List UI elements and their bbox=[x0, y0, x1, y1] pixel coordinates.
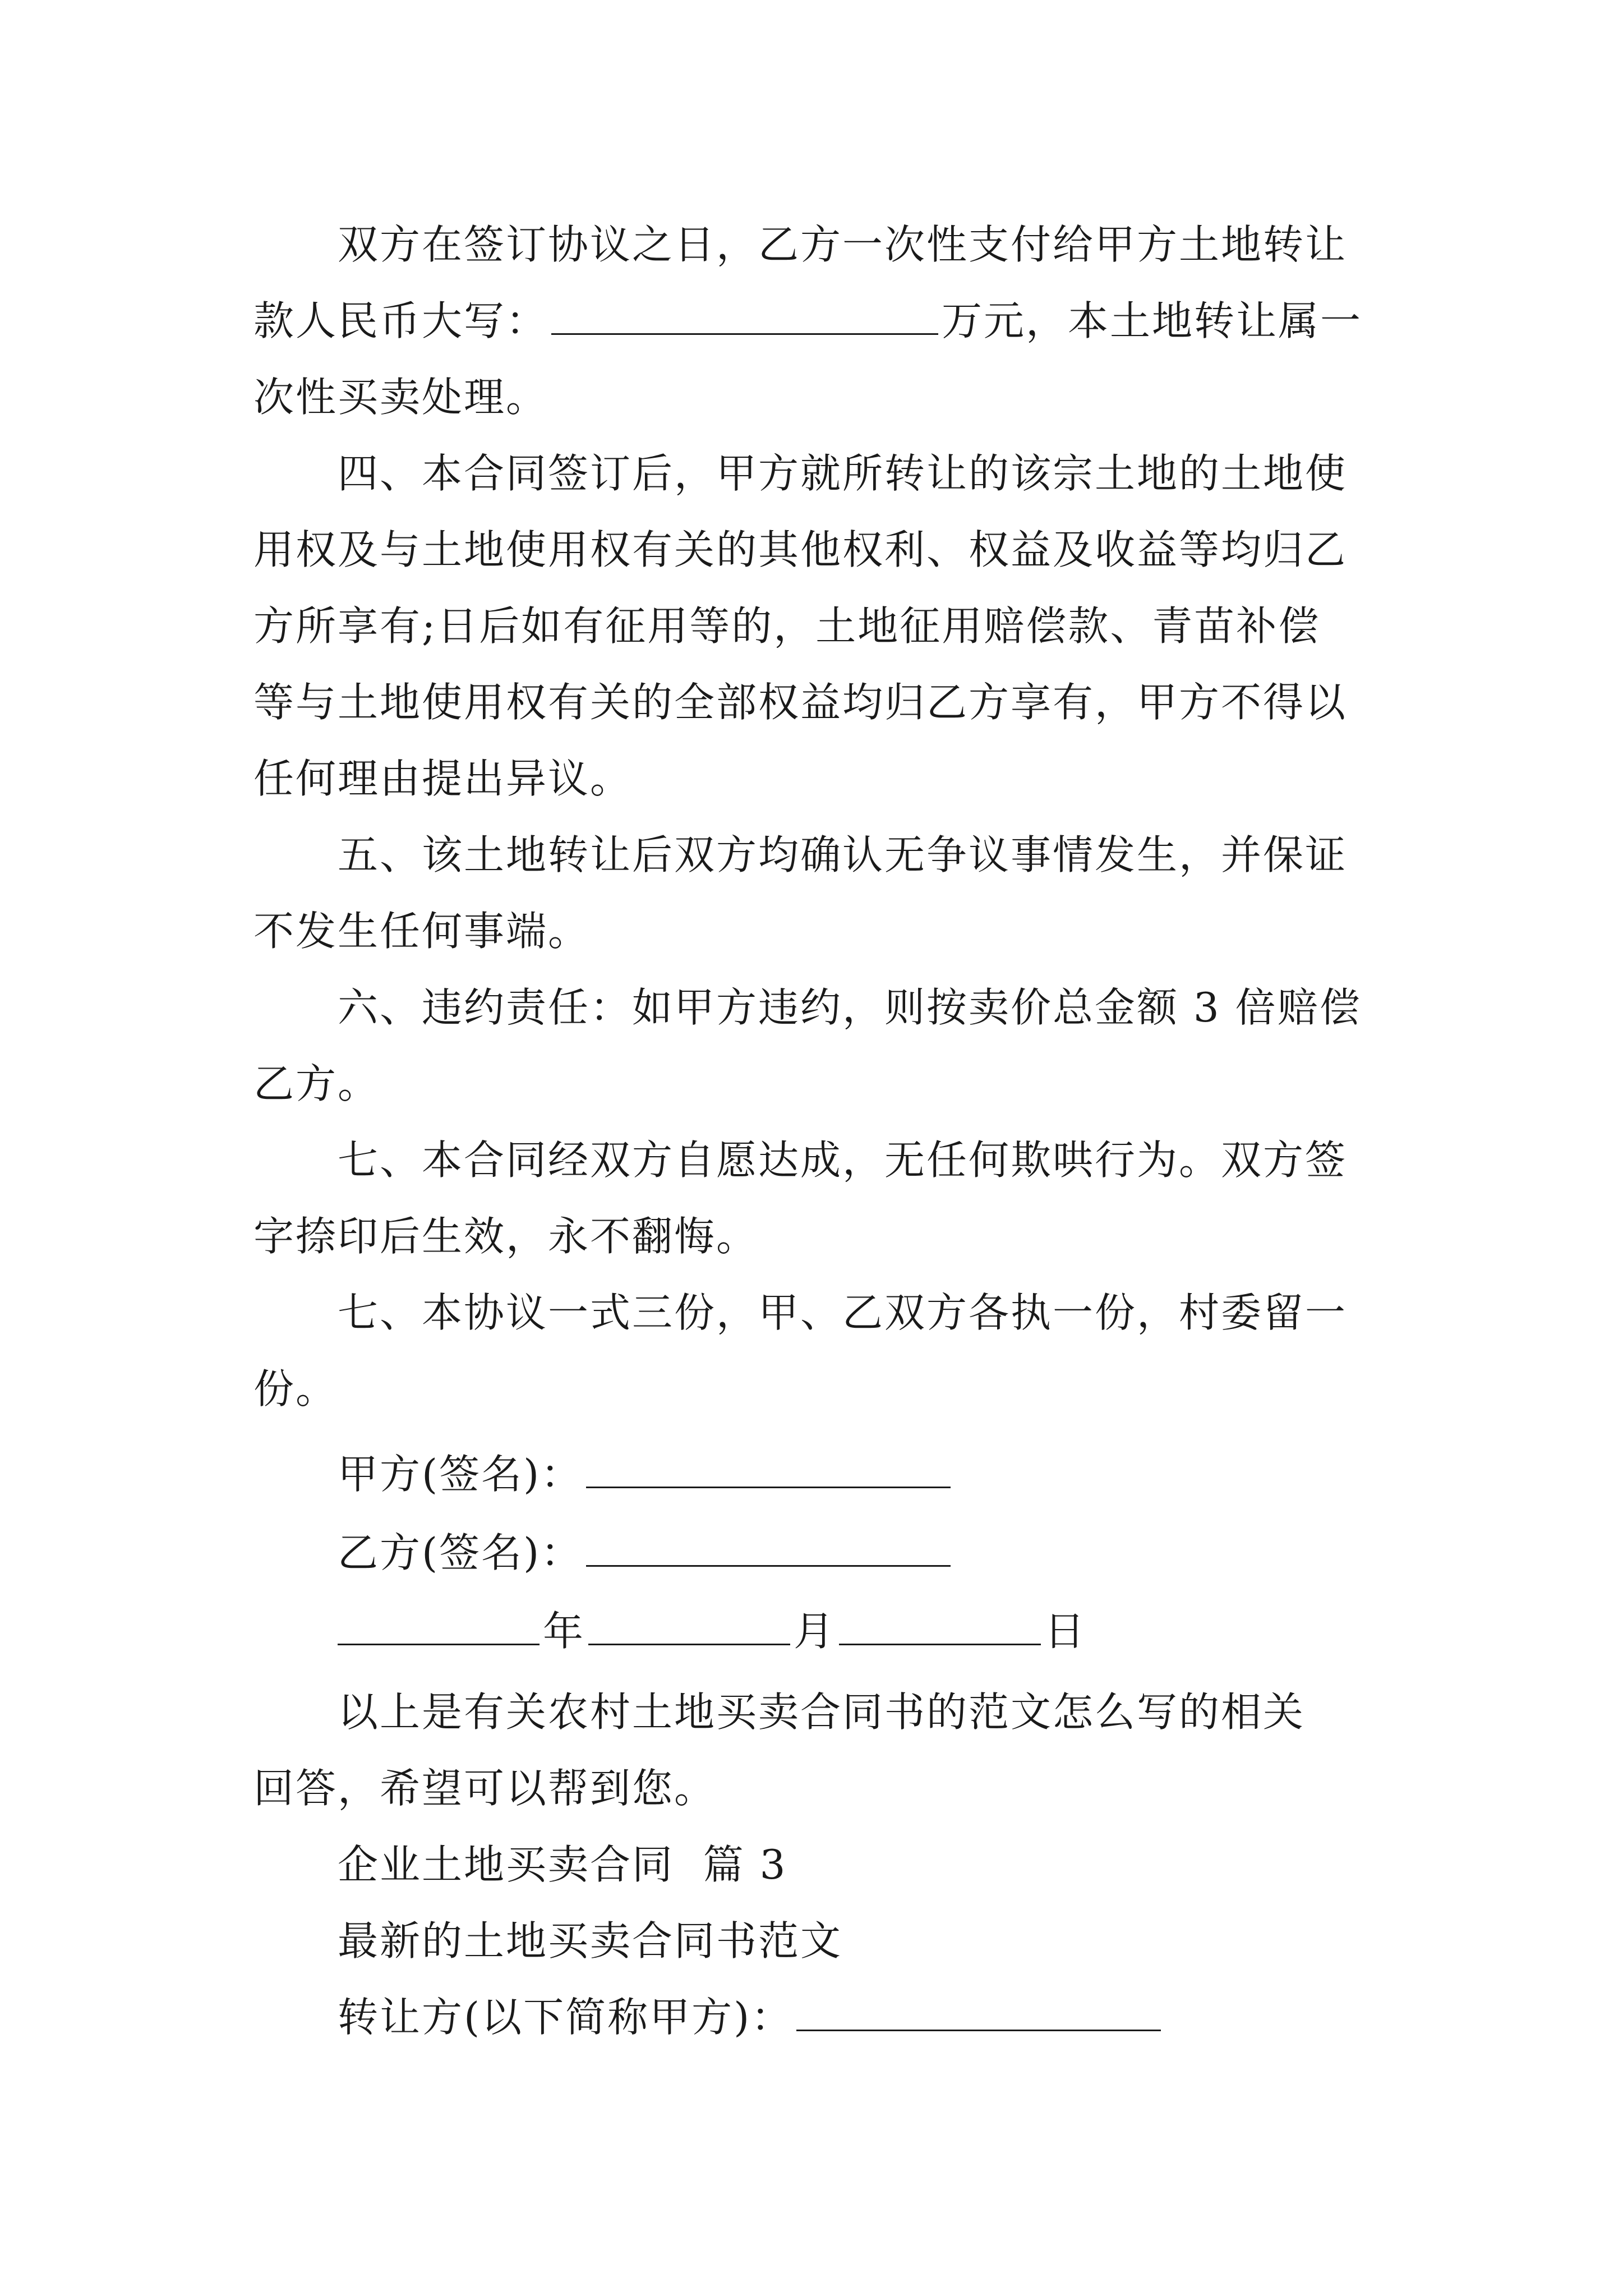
paragraph-line: 任何理由提出异议。 bbox=[253, 755, 633, 802]
date-line bbox=[338, 1593, 1086, 1669]
paragraph-line: 次性买卖处理。 bbox=[253, 374, 548, 421]
year-blank bbox=[338, 1611, 540, 1645]
text-fragment: 款人民币大写： bbox=[253, 297, 548, 344]
paragraph-line: 乙方。 bbox=[253, 1060, 380, 1107]
text-fragment: 万元，本土地转让属一 bbox=[942, 297, 1363, 344]
signature-blank bbox=[586, 1454, 951, 1488]
signature-label: 甲方(签名)： bbox=[338, 1451, 583, 1498]
paragraph-line: 回答，希望可以帮到您。 bbox=[253, 1765, 717, 1812]
paragraph-line: 字捺印后生效，永不翻悔。 bbox=[253, 1213, 759, 1260]
date-day-label: 日 bbox=[1044, 1608, 1087, 1655]
date-year-label: 年 bbox=[543, 1608, 585, 1655]
paragraph-line: 等与土地使用权有关的全部权益均归乙方享有，甲方不得以 bbox=[253, 679, 1348, 726]
paragraph-line: 双方在签订协议之日，乙方一次性支付给甲方土地转让 bbox=[338, 221, 1348, 268]
transferor-label: 转让方(以下简称甲方)： bbox=[338, 1994, 794, 2041]
month-blank bbox=[588, 1611, 790, 1645]
paragraph-line: 七、本协议一式三份，甲、乙双方各执一份，村委留一 bbox=[338, 1289, 1348, 1336]
paragraph-line: 份。 bbox=[253, 1365, 338, 1412]
signature-blank bbox=[586, 1533, 951, 1567]
date-month-label: 月 bbox=[794, 1608, 836, 1655]
paragraph-line: 五、该土地转让后双方均确认无争议事情发生，并保证 bbox=[338, 831, 1348, 878]
paragraph-line: 用权及与土地使用权有关的其他权利、权益及收益等均归乙 bbox=[253, 526, 1348, 573]
paragraph-line: 以上是有关农村土地买卖合同书的范文怎么写的相关 bbox=[338, 1688, 1306, 1736]
day-blank bbox=[839, 1611, 1041, 1645]
signature-label: 乙方(签名)： bbox=[338, 1529, 583, 1576]
amount-blank bbox=[551, 301, 938, 335]
transferor-line bbox=[338, 1979, 1164, 2055]
section-subtitle: 最新的土地买卖合同书范文 bbox=[338, 1917, 843, 1964]
paragraph-line: 七、本合同经双方自愿达成，无任何欺哄行为。双方签 bbox=[338, 1137, 1348, 1184]
paragraph-line: 四、本合同签订后，甲方就所转让的该宗土地的土地使 bbox=[338, 450, 1348, 497]
paragraph-line: 方所享有;日后如有征用等的，土地征用赔偿款、青苗补偿 bbox=[253, 602, 1321, 650]
paragraph-line: 不发生任何事端。 bbox=[253, 908, 591, 955]
transferor-blank bbox=[796, 1997, 1161, 2031]
paragraph-line: 六、违约责任：如甲方违约，则按卖价总金额 3 倍赔偿 bbox=[338, 984, 1362, 1031]
signature-line-party-b bbox=[338, 1515, 954, 1591]
section-title: 企业土地买卖合同 篇 3 bbox=[338, 1841, 787, 1888]
paragraph-line bbox=[253, 283, 1362, 359]
signature-line-party-a bbox=[338, 1436, 954, 1512]
